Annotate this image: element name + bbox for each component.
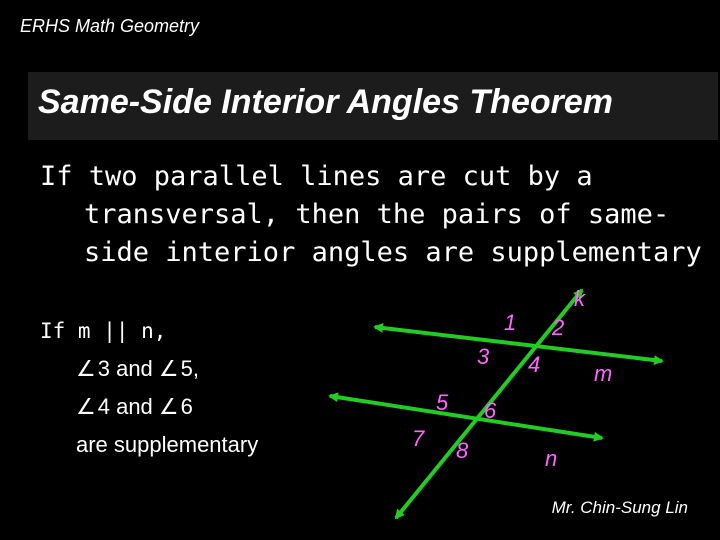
angle-label-5: 5	[436, 390, 449, 415]
course-header: ERHS Math Geometry	[20, 16, 200, 36]
angle-label-8: 8	[456, 438, 469, 463]
angle-label-2: 2	[552, 315, 565, 340]
statement-line-2: transversal, then the pairs of same-	[84, 199, 670, 230]
condition-line-1: If m || n,	[40, 319, 167, 343]
condition-line-4: are supplementary	[76, 432, 259, 457]
label-n: n	[545, 446, 558, 471]
condition-line-3-a: 4 and	[97, 394, 159, 419]
condition-line-3-b: 6	[180, 394, 193, 419]
angle-icon: ∠	[76, 356, 96, 381]
statement-line-1: If two parallel lines are cut by a	[40, 161, 593, 192]
label-m: m	[594, 361, 613, 386]
angle-label-4: 4	[528, 352, 541, 377]
page-title: Same-Side Interior Angles Theorem	[38, 83, 613, 121]
angle-label-3: 3	[477, 344, 490, 369]
label-k: k	[574, 286, 585, 311]
angle-icon: ∠	[158, 356, 179, 381]
angle-label-7: 7	[412, 426, 425, 451]
angle-label-1: 1	[504, 310, 517, 335]
angle-icon: ∠	[158, 394, 179, 419]
angle-label-6: 6	[484, 398, 497, 423]
author-credit: Mr. Chin-Sung Lin	[551, 498, 688, 517]
condition-line-2-a: 3 and	[97, 356, 159, 381]
line-m	[375, 327, 662, 361]
statement-line-3: side interior angles are supplementary	[84, 237, 702, 268]
angle-icon: ∠	[76, 394, 96, 419]
condition-line-2-b: 5,	[180, 356, 199, 381]
